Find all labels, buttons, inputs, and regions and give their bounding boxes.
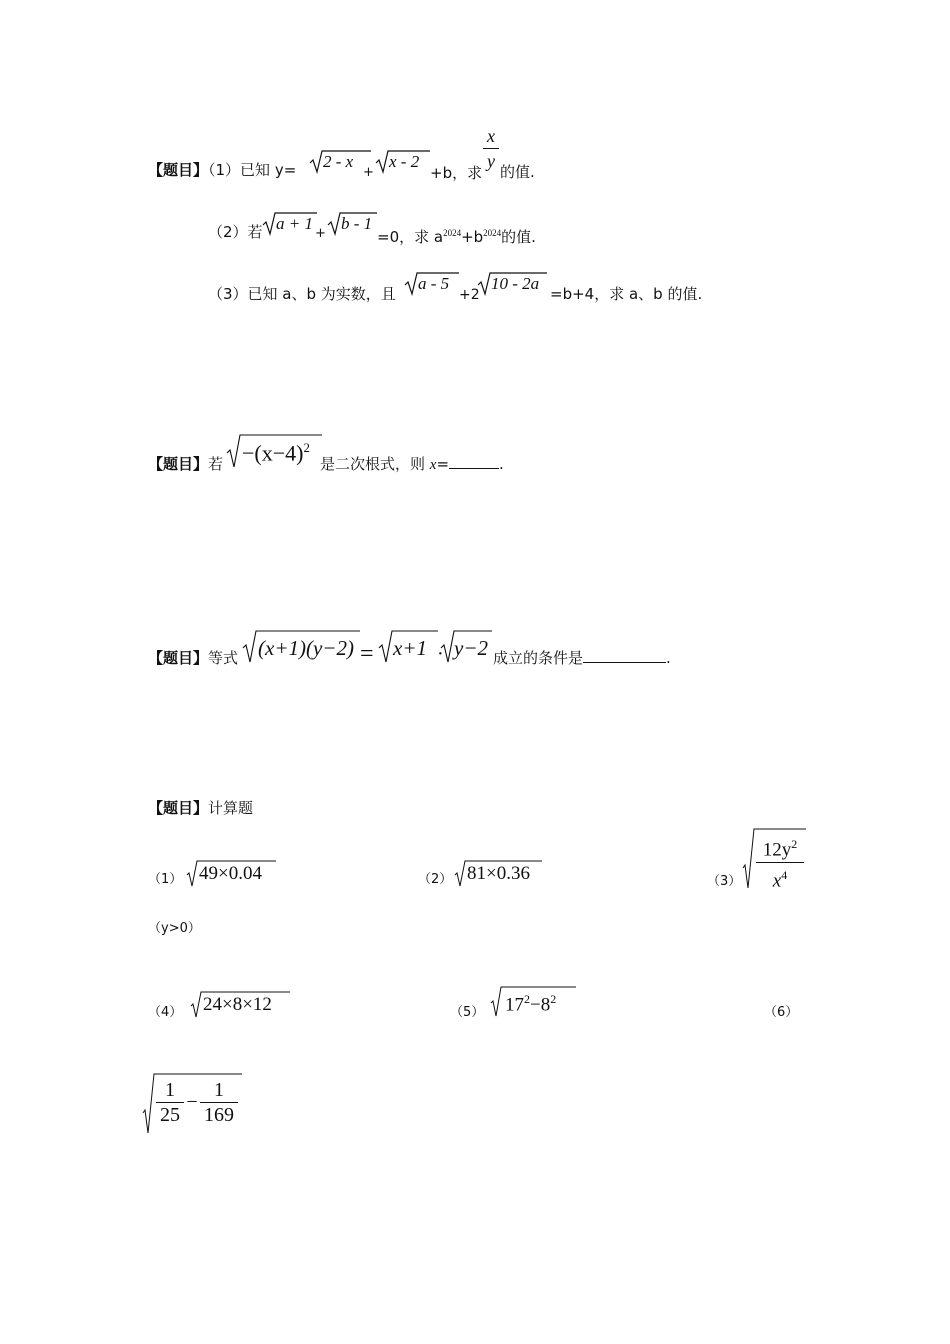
q3-r1-expr: x+1 <box>393 636 427 660</box>
q1-rad-b-expr: x - 2 <box>389 152 420 171</box>
q4-item6-frac2 <box>200 1078 238 1127</box>
q1-rad-f-expr: 10 - 2a <box>491 274 540 293</box>
q4-item1-label: （1） <box>148 872 183 887</box>
q4-item6-minus: − <box>186 1091 198 1113</box>
q4-heading: 【题目】计算题 <box>148 799 254 817</box>
q1-radical-b <box>375 150 430 174</box>
q3-after: 成立的条件是 . <box>493 649 671 667</box>
q4-item6-frac1 <box>156 1078 184 1127</box>
q1-part2: （2）若 <box>208 223 263 241</box>
q2-tag: 【题目】 <box>148 455 209 473</box>
q4-item5-expr: $17^2-8^2$ <box>505 992 557 1016</box>
q4-item3-radical <box>742 828 806 890</box>
q2-start: 【题目】若 <box>148 455 224 473</box>
q4-item6-n2: 1 <box>214 1079 224 1101</box>
q1-radical-e <box>404 272 459 296</box>
q1-p2-rest: =0，求 $a^{2024}+b^{2024}$的值. <box>377 228 536 246</box>
q1-p1-after: +b，求 <box>430 164 483 182</box>
q2-expr: $-(x-4)^2$ <box>242 440 310 466</box>
q2-answer-blank[interactable] <box>449 468 499 469</box>
q1-radical-a <box>309 150 371 174</box>
q1-p1-end: 的值. <box>500 163 535 181</box>
q3-equals: = <box>360 641 374 667</box>
q4-item6-d2: 169 <box>204 1104 234 1126</box>
q1-plus: + <box>363 165 374 180</box>
q4-item4-label: （4） <box>148 1005 183 1020</box>
q1-radical-c <box>262 212 317 236</box>
q4-item1-radical <box>186 860 276 888</box>
q3-r2-expr: y−2 <box>454 636 488 660</box>
q1-part1 <box>148 160 296 180</box>
q3-radical-r1 <box>378 630 438 664</box>
q4-item6-n1: 1 <box>165 1079 175 1101</box>
q1-rad-e-expr: a - 5 <box>418 274 450 293</box>
q4-item3-label: （3） <box>707 874 742 889</box>
q1-plus-two: +2 <box>459 287 480 303</box>
q4-item4-expr: 24×8×12 <box>203 994 272 1015</box>
q4-item2-label: （2） <box>418 872 453 887</box>
q4-item6-d1: 25 <box>160 1104 180 1126</box>
q1-frac-num: x <box>487 126 495 146</box>
q1-rad-d-expr: b - 1 <box>341 214 373 233</box>
q1-radical-d <box>327 212 377 236</box>
q4-condition: （y>0） <box>148 921 201 936</box>
q2-after: 是二次根式，则 x= . <box>320 455 504 473</box>
q3-radical-lhs <box>242 630 360 664</box>
q4-item2-radical <box>454 860 542 888</box>
q4-tag: 【题目】 <box>148 799 209 817</box>
q4-item3-den: $x^4$ <box>772 868 788 892</box>
q1-rad-a-expr: 2 - x <box>323 152 354 171</box>
q1-radical-f <box>477 272 547 296</box>
q3-lhs-expr: (x+1)(y−2) <box>258 636 354 660</box>
q1-p3-after: =b+4，求 a、b 的值. <box>550 285 703 303</box>
q3-start: 【题目】等式 <box>148 649 239 667</box>
q4-item1-expr: 49×0.04 <box>199 863 262 884</box>
q4-item6-radical <box>142 1073 242 1135</box>
q4-item3-num: $12y^2$ <box>762 837 798 861</box>
q1-tag: 【题目】 <box>148 161 209 179</box>
q1-part3: （3）已知 a、b 为实数，且 <box>208 285 396 303</box>
q1-frac-den: y <box>487 151 495 171</box>
q4-item5-radical <box>490 986 576 1018</box>
q4-item5-label: （5） <box>450 1005 485 1020</box>
q1-plus-2: + <box>315 226 326 241</box>
q1-fraction-x-over-y <box>483 124 499 173</box>
q3-radical-r2 <box>434 630 492 664</box>
q1-p1-before: （1）已知 y= <box>208 161 297 179</box>
q1-rad-c-expr: a + 1 <box>276 214 313 233</box>
q4-item3-fraction <box>756 832 804 894</box>
q3-answer-blank[interactable] <box>583 662 666 663</box>
q4-item4-radical <box>190 991 290 1019</box>
q4-item2-expr: 81×0.36 <box>467 863 530 884</box>
q4-item6-label: （6） <box>764 1005 799 1020</box>
q3-tag: 【题目】 <box>148 649 209 667</box>
q2-radical <box>226 434 322 470</box>
q3-dot: · <box>437 643 444 665</box>
